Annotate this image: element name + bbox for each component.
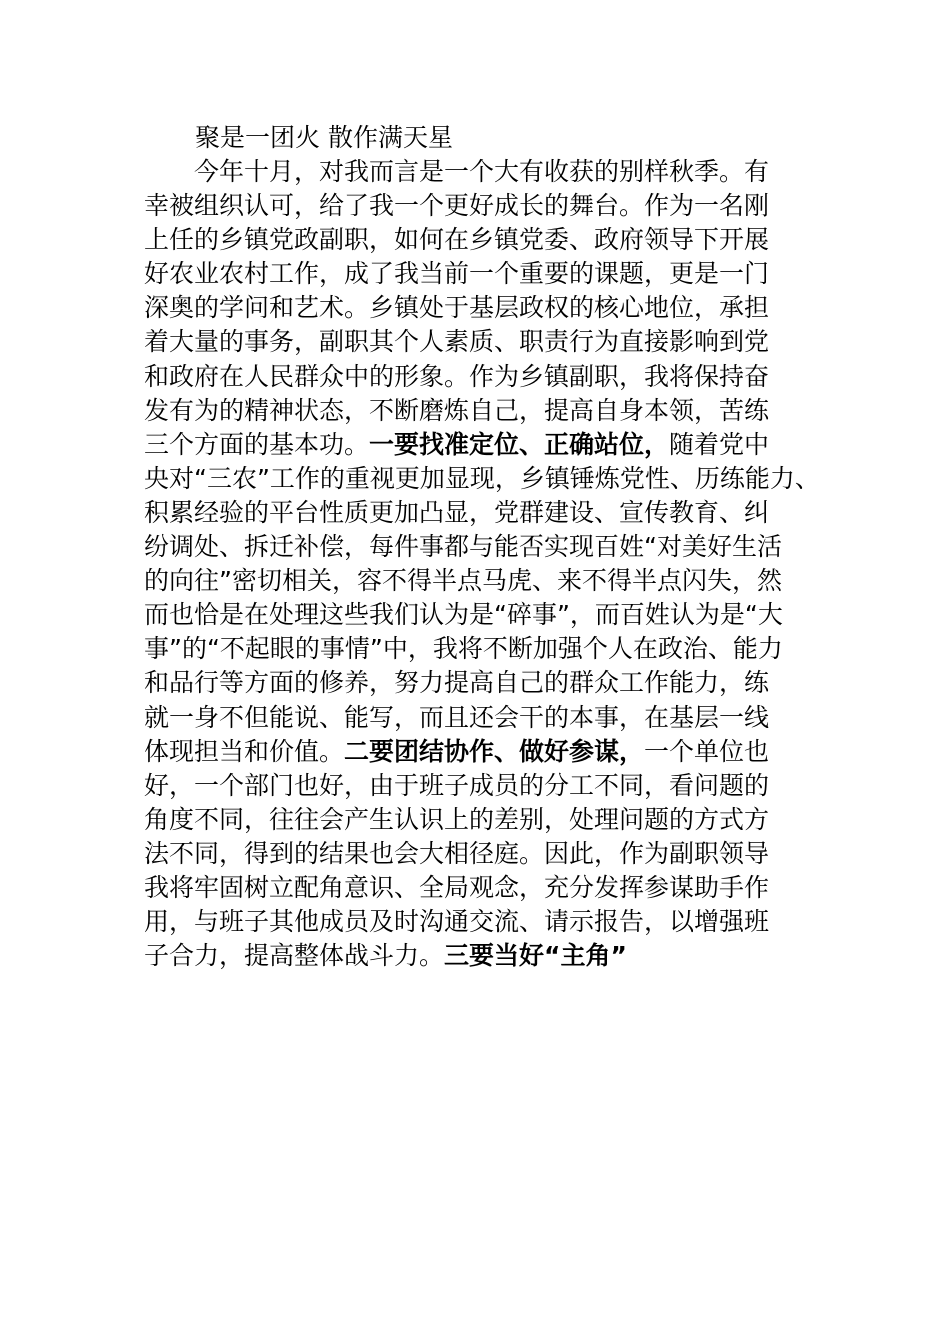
text-line [144,257,824,291]
text-segment: 上任的乡镇党政副职，如何在乡镇党委、政府领导下开展 [144,225,770,255]
text-line [144,530,824,564]
text-line [144,325,824,359]
text-segment: 三个方面的基本功。 [144,429,370,459]
text-segment: 发有为的精神状态，不断磨炼自己，提高自身本领，苦练 [144,395,770,425]
text-segment: 纷调处、拆迁补偿，每件事都与能否实现百姓“对美好生活 [144,532,782,562]
text-line [144,837,824,871]
text-segment: 和品行等方面的修养，努力提高自己的群众工作能力，练 [144,668,770,698]
text-segment: 积累经验的平台性质更加凸显，党群建设、宣传教育、纠 [144,497,770,527]
text-line [144,598,824,632]
text-segment: 事”的“不起眼的事情”中，我将不断加强个人在政治、能力 [144,634,783,664]
text-line [144,666,824,700]
text-line [144,735,824,769]
text-line [144,905,824,939]
text-segment: 法不同，得到的结果也会大相径庭。因此，作为副职领导 [144,838,770,868]
text-segment: 今年十月，对我而言是一个大有收获的别样秋季。有 [194,157,770,186]
text-segment: 幸被组织认可，给了我一个更好成长的舞台。作为一名刚 [144,191,770,221]
text-line [144,496,824,530]
text-segment: 体现担当和价值。 [144,736,345,766]
text-segment: 我将牢固树立配角意识、全局观念，充分发挥参谋助手作 [144,872,770,902]
text-line [144,701,824,735]
text-segment: 和政府在人民群众中的形象。作为乡镇副职，我将保持奋 [144,361,770,391]
document-title: 聚是一团火 散作满天星 [195,123,453,152]
document-body [144,155,824,973]
text-line [144,462,824,496]
text-line [144,769,824,803]
text-segment: 随着党中 [669,429,770,459]
text-segment: 子合力，提高整体战斗力。 [144,941,445,971]
text-segment: 好农业农村工作，成了我当前一个重要的课题，更是一门 [144,259,770,289]
text-line [144,223,824,257]
bold-text-segment: 一要找准定位、正确站位， [369,429,670,459]
text-segment: 而也恰是在处理这些我们认为是“碎事”，而百姓认为是“大 [144,600,783,630]
text-line [144,632,824,666]
text-segment: 一个单位也 [644,736,770,766]
text-segment: 深奥的学问和艺术。乡镇处于基层政权的核心地位，承担 [144,293,770,323]
text-line [144,189,824,223]
text-segment: 的向往”密切相关，容不得半点马虎、来不得半点闪失，然 [144,566,782,596]
text-line [144,360,824,394]
text-line [144,428,824,462]
bold-text-segment: 二要团结协作、做好参谋， [344,736,645,766]
text-line [144,564,824,598]
text-line [144,803,824,837]
text-line [144,155,824,189]
text-line [144,291,824,325]
text-line [144,939,824,973]
text-segment: 央对“三农”工作的重视更加显现，乡镇锤炼党性、历练能力、 [144,463,820,493]
bold-text-segment: 三要当好“主角” [444,941,627,971]
text-line [144,871,824,905]
text-segment: 用，与班子其他成员及时沟通交流、请示报告，以增强班 [144,907,770,937]
text-line [144,394,824,428]
text-segment: 着大量的事务，副职其个人素质、职责行为直接影响到党 [144,327,770,357]
text-segment: 角度不同，往往会产生认识上的差别，处理问题的方式方 [144,804,770,834]
text-segment: 好，一个部门也好，由于班子成员的分工不同，看问题的 [144,770,770,800]
text-segment: 就一身不但能说、能写，而且还会干的本事，在基层一线 [144,702,770,732]
